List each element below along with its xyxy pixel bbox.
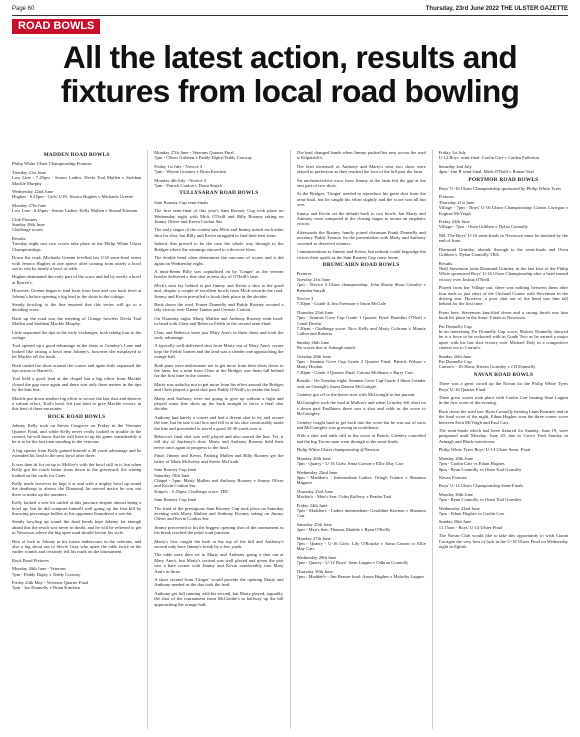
article-paragraph: Monday 4th July - Novice 3 7pm - Patrick Conlon v Daria Smyth bbox=[154, 177, 222, 189]
article-paragraph: The double bend often determines the outcome of scores and it did again on Wednesday night. bbox=[154, 255, 284, 266]
article-paragraph: Thursday 30th June 7pm - Madden's - Jim Bernie-final: Aaron Hughes v Malachy Lappin. bbox=[296, 568, 425, 579]
article-paragraph: Three great scores took place with Caolin Carr beating Sean Lappin in the first score of the evening. bbox=[438, 395, 568, 406]
page-headline: All the latest action, results and fixtures from local road bowling bbox=[60, 39, 520, 109]
article-paragraph: Jimmy proceeded to hit the biggest opening shot of the tournament as his break reached the point road junction. bbox=[154, 524, 284, 536]
section-heading: NAVAN ROAD BOWLS bbox=[473, 371, 534, 378]
article-paragraph: Monday 27th June 7pm - Quarry - U-16 Girls: Lily O'Rourke v Anna Carson or Ellie May Carr bbox=[296, 535, 426, 552]
section-heading: TULLYSARAN ROAD BOWLS bbox=[179, 190, 259, 197]
section-heading: ROCK ROAD BOWLS bbox=[47, 413, 106, 420]
article-paragraph: Anthony got full running with his second, but Marty played, arguably, the shot of the tournament from McCombe's to halfway up the hill approaching the orange ball. bbox=[154, 590, 284, 607]
header-divider bbox=[12, 15, 568, 16]
article-paragraph: Results Tuesday night saw two scores take place in the Philip White Ulster Championships. bbox=[12, 235, 142, 252]
article-paragraph: Toal held a good lead at the chapel but a big effort from Mackle closed the gap once again and there was only three metres in the tips by the butt line. bbox=[12, 376, 142, 393]
article-column-1 bbox=[12, 150, 141, 729]
article-paragraph: Fixtures Thursday 21st June Village - 7pm - Boys' U-16 Ulster Championship: Ciaran Corrigan v Eoghan McVeigh bbox=[438, 194, 568, 216]
article-paragraph: Club Fixtures Sunday 26th June Challenge scores bbox=[12, 216, 45, 233]
article-paragraph: Monday 27th June - Veterans Quarter Final 7pm - Oliver Gribben v Paddy Digby/Teddy Conway bbox=[154, 150, 253, 161]
article-paragraph: Mick's next lay behind to put Jimmy and Kevin a shot to the good and, despite a couple of excellent bowls from Mick towards the road, Jimmy and Kevin prevailed to book their place in the decider. bbox=[154, 282, 284, 299]
article-paragraph: NB. The Boys' U-16 semi-finals in Newtown must be finished by the end of June. bbox=[438, 232, 568, 244]
article-paragraph: Both traded the shots around the corner and again little separated the tips across to Barrett's. bbox=[12, 362, 142, 373]
article-paragraph: Back down the road saw Ryan Connolly beating Liam Kearney and in the final score of the night, Ethan Hughes won the three corner score between Eoin McVeigh and Paul Carr. bbox=[438, 408, 568, 425]
page-number: Page 60 bbox=[12, 6, 35, 12]
article-paragraph: Monday 20th June 7pm - Ryan Connolly vs Oisin Toal Gormley bbox=[438, 491, 522, 503]
article-paragraph: Monday 20th June 7pm - Quarry - U-16 Girls: Anna Carson v Ellie May Carr bbox=[296, 455, 404, 467]
article-paragraph: Indeed, this proved to be the case the whole way through to the Bridges where the winnings showed to a decisive blow. bbox=[154, 241, 284, 252]
article-columns bbox=[12, 150, 568, 729]
column-divider bbox=[290, 150, 291, 729]
article-paragraph: From here, Stevenson knuckled down and a strong finish saw him book his place in the Semi- Finals at Newtown. bbox=[438, 309, 568, 321]
article-paragraph: Rebecca's final shot was well played and also soared the line. Yet, it fell shy of Anthony's shot; Marty and Anthony Rooney held their nerve once again to progress to the final. bbox=[154, 434, 284, 450]
article-paragraph: The lead changed hands when Jimmy pushed his next across the road at Kilpatrick's. bbox=[296, 150, 426, 161]
article-paragraph: Friday 24th May - Veterans Quarter Final 7pm - Joe Donnelly v Brian Kinchen bbox=[12, 580, 89, 591]
article-paragraph: Back down the road, Frazer Donnelly and Paddy Rooney secured a tidy victory over Danny Tanner and Cormac Conlon. bbox=[154, 301, 284, 313]
article-paragraph: A typically well-delivered shot from Marty out of Mary Ann's corner kept the Fields' homes and the lead was a slender one approaching the orange ball. bbox=[154, 343, 284, 360]
article-paragraph: Boys' U-16 Ulster Championship sponsored by Philip White Tyres bbox=[438, 186, 562, 192]
article-paragraph: Anthony had barely a corner and had a decent shot to try and secure the line, but he saw it tail box and fell in at his shot comfortably made the line and proceeded to travel a good 20-30 yards over it. bbox=[154, 414, 284, 431]
article-paragraph: Hughes dominated the early part of the score and led by nearly a bowl at Barrett's. bbox=[12, 274, 142, 285]
article-paragraph: It was then tit for tat up to McKee's with the bowl still in it, but when Kelly got the touch better shots down to the graveyard, the wining looked on the cards for Gran. bbox=[12, 461, 142, 478]
article-paragraph: Mackle put down another big effort to secure the last shot and deserve a valiant effort, Toal's bowl left just hind to give Mackle victory in this best of three encounter. bbox=[12, 395, 142, 412]
publication-date: Thursday, 23rd June 2022 THE ULSTER GAZETTE bbox=[425, 6, 568, 12]
article-paragraph: Monday 20th June 7pm - Caolin Carr vs Ethan Hughes 8pm - Ryan Connolly vs Oisin Toal Gormley bbox=[438, 455, 522, 472]
article-paragraph: Monday 27th June Low Line - 6.45pm - Senior Ladies: Kelly Mullen v Sinead Kiernan bbox=[12, 202, 138, 214]
article-paragraph: Sunday 26th June Pat Donnelly Cup Carron's - 10.30am: Kieran Gormley v J D Donnelly bbox=[438, 353, 536, 370]
page-header bbox=[12, 4, 568, 14]
article-paragraph: A short second from 'Ginger' would provide the opening Marty and Anthony needed as the duo took the lead. bbox=[154, 577, 284, 588]
article-paragraph: However, Greene began to find form from here and was back level at Johnny's before opening a big lead in the shots to the cottage. bbox=[12, 288, 142, 299]
article-paragraph: Chris and Rebecca were just Mary Ann's in three shots and took the early advantage. bbox=[154, 329, 284, 340]
article-paragraph: Final: Jimmy and Kevin, Padraig Mullen and Billy Rooney get the better of Mark McSorley and Stevie McGrath. bbox=[154, 453, 284, 464]
column-divider bbox=[432, 150, 433, 729]
article-paragraph: Both pairs were unfortunate not to get more from their shots down to the farm, but a mini from Chris at the Bridges saw them fall behind for the first time in the contest. bbox=[154, 362, 284, 379]
article-paragraph: Philip White Tyres Boys' U-14 Ulster Semi -Final bbox=[438, 447, 531, 453]
article-paragraph: Tuesday 21st June Low Line - 7.45pm - Senior Ladies: Devla Toal Mullen v Siobhan Mackle Murphy bbox=[12, 169, 142, 186]
article-paragraph: Monday 20th June - Veterans 7pm - Paddy Digby v Teddy Conway bbox=[12, 566, 81, 577]
article-paragraph: Commiserations to Jimmy and Kevin, but nobody could begrudge the victors their spoils as the Sam Rooney Cup came home. bbox=[296, 249, 426, 260]
article-paragraph: Sam Rooney Cup final bbox=[154, 497, 197, 503]
article-paragraph: The semi-finals which had been fixtured for Sunday, June 19, were postponed until Monday, June 20, due to Grove Yard Sunday in Armagh and Black-watertown. bbox=[438, 428, 568, 444]
article-paragraph: Results - On Tuesday night, Seamus Gove Cup Grade 3 Short Grinder took on Oonagh's finest Darren McGonigle. bbox=[296, 378, 426, 389]
article-paragraph: Friday 1st July - Novice 3 7pm - Wayne Greaney v Ryan Kinchen bbox=[154, 163, 227, 175]
article-paragraph: Tuesday 28th June 7pm - Seamus Gove Cup Grade 2 Quarter Final: Patrick Wilson v Marty Hoolan 7.30pm - Grade 3 Quarter Final: Catona McShane v Barry Carr bbox=[296, 353, 426, 375]
article-paragraph: Friday 24th June 7pm - Madden's - Ladies intermediate: Geraldine Kiernan v Shannon Carr bbox=[296, 502, 426, 519]
article-paragraph: Sam Rooney Cup semi-finals bbox=[154, 199, 209, 205]
article-paragraph: Afterwards the Rooney family joined chairman Frank Donnelly and secretary Paddy Treanor for the presentation with Marty and Anthony crowned as deserved winners. bbox=[296, 229, 426, 246]
article-paragraph: Grimley fought hard to get back into the score but he was out of sorts and McGonigley was growing in confidence. bbox=[296, 419, 426, 431]
article-paragraph: On Thursday night, Marty Mullen and Anthony Rooney went head-to-head with Chris and Rebecca Fields in the second semi-final. bbox=[154, 315, 284, 327]
article-paragraph: Philip White Ulster championship @Newton bbox=[296, 447, 379, 453]
article-paragraph: Grimley got off to the better start with McGonigle in hot pursuit. bbox=[296, 392, 416, 398]
article-paragraph: Kelly made however he kept it at and with a mighty bowl up round the deathtrap to almost the Diamond, he moved notice he was not there to make up the numbers. bbox=[12, 480, 142, 497]
article-paragraph: There was a great crowd up the Navan for the Philip White Tyres Boys' U-16 Quarter Final. bbox=[438, 381, 568, 392]
article-paragraph: Friday 1st July U-12 Boys' semi-final: Caolin Carr v Caiden Fullerton. bbox=[438, 150, 541, 161]
article-paragraph: Jimmy and Kevin set the default back to two bowls, but Marty and Anthony were composed in the closing stages to secure an emphatic victory. bbox=[296, 210, 426, 227]
article-paragraph: Rock Road Fixtures bbox=[12, 557, 49, 563]
article-paragraph: Thursday 23rd June Mackin's - Men's Sen: Colm Rafferty v Peadar Toal bbox=[296, 488, 392, 500]
article-paragraph: Pat Donnelly Cup In an interesting Pat Donnelly Cup score, Malcey Donnelly showed he is a force to be reckoned with in Grade Two as he earned a major upset with his last shot victory over Michael Daly in a competitive contest out to Carron's. bbox=[438, 323, 568, 351]
article-paragraph: Wednesday 29th June 7pm - Quarry - U-12 Boys': Sean Lappin v Odhran Connolly bbox=[296, 554, 409, 566]
section-heading: DRUMCAIRN ROAD BOWLS bbox=[322, 261, 400, 268]
article-paragraph: Steady bowling to the line ensured that this series will go to a deciding score. bbox=[12, 301, 142, 313]
article-paragraph: Little separated the tips in the early exchanges, both taking four to the cottage. bbox=[12, 329, 142, 340]
article-paragraph: With a shot and odds still in the score at Bonds, Grimley conceded and the big Trover man went through to the semi-finals. bbox=[296, 433, 426, 444]
article-paragraph: Wednesday 22nd June 7pm - Ethan Hughes vs Caolin Carr bbox=[438, 505, 505, 516]
article-paragraph: Marty and Anthony were not going to give up without a fight and played some fine shots up the back straight to force a final shot decider. bbox=[154, 395, 284, 412]
article-paragraph: Saturday 2nd July 4pm - Jim B semi-final: Mick O'Neill v Ronan Toal bbox=[438, 163, 534, 175]
article-paragraph: Steady bowling up round the final bends kept Johnny far enough ahead that the result was never in doubt, and he will be relieved to get to Newtown where the big open road should favour his style. bbox=[12, 519, 142, 536]
article-paragraph: Sunday 26th June No scores due to Armagh match bbox=[296, 339, 356, 351]
article-paragraph: Wednesday 22nd June 8pm - Madden's - Intermediate Ladies: Orlagh Trainor v Shannon Maguire bbox=[296, 469, 426, 486]
article-paragraph: Navan Fixtures bbox=[438, 474, 467, 480]
article-paragraph: Saturday 25th June 2pm - Men's Sen: Thomas Maddie v Ryan O'Reilly bbox=[296, 521, 391, 533]
section-heading: PORTMOR ROAD BOWLS bbox=[468, 176, 539, 183]
article-paragraph: Boys' U-14 Ulster Championship Semi-Finals bbox=[438, 483, 524, 489]
section-label: ROAD BOWLS bbox=[12, 19, 100, 34]
article-paragraph: Diarmaid Grimley, already through to the semi-finals and Oisin Gribben v. Dylan Connolly TBA. bbox=[438, 246, 568, 258]
article-paragraph: A big opener from Kelly gained himself a 40 yards advantage and he extended his lead to the next bowl after three. bbox=[12, 447, 142, 459]
article-paragraph: Marty's first caught the kerb at the top of the hill and Anthony's second only bore Jimmy's break by a few yards. bbox=[154, 538, 284, 549]
article-paragraph: Wednesday 22nd June Hughes - 6.45pm - Girls' U18: Jessica Hughes v Michaela Greene bbox=[12, 189, 134, 200]
article-paragraph: Results Niall Stevenson joins Diarmaid Grimley in the last four of the Philip White sponsored Boys' U-16 Ulster Championship after a hard earned victory over Joshua O'Neill. bbox=[438, 260, 568, 282]
article-paragraph: A mini-Beam Billy was capitalised on by 'Ginger' as the veteran bowler delivered a fine shot to next sky of O'Neill's lane. bbox=[154, 268, 284, 280]
article-column-2 bbox=[154, 150, 283, 729]
article-paragraph: Friday 24th June Village - 7pm - Oisin Gribben v Dylan Connolly bbox=[438, 219, 529, 230]
article-paragraph: The early stages of the contest saw Mick and Jimmy match each other shot for shot, but Billy and Kevin struggled to find their best form. bbox=[154, 227, 284, 238]
article-paragraph: Back up the road was the meeting of Grange bowlers Devla Toal Mullen and Siobhan Mackle Murphy. bbox=[12, 315, 142, 327]
article-paragraph: The lead increased as Anthony and Marty's next two shots were played to perfection as they reached the foot of the hill past the farm. bbox=[296, 163, 426, 175]
article-paragraph: McGonigley took the lead at Mallon's and when Grimley fell short on a down past Faulkners there was a shot and odds in the score to McGonigley. bbox=[296, 400, 426, 417]
article-column-3 bbox=[297, 150, 426, 729]
column-divider bbox=[147, 150, 148, 729]
article-paragraph: The first semi-final of this year's Sam Rooney Cup took place on Wednesday night with Mick O'Neill and Billy Rooney taking on Jimmy Oliver and Kevin Conlon Snr. bbox=[154, 208, 284, 225]
article-paragraph: Toal opened up a good advantage in the shots to Grimley's Lane and looked like raising a bowl near Johnny's, however she misplayed to let Mackle off the hook. bbox=[12, 343, 142, 360]
article-paragraph: Kelly looked a wee bit rattled at this juncture despite almost being a bowl up, but he did compose himself well going up the first hill by throwing percentage bullets as his opponent floundered a wee bit. bbox=[12, 500, 142, 516]
article-paragraph: An uncharacteristic error from Jimmy at the farm left the gap at the best part of two shots. bbox=[296, 177, 426, 189]
section-heading: MADDEN ROAD BOWLS bbox=[43, 152, 110, 158]
article-paragraph: Thursday 23rd June 7pm - Seamus Gove Cup Grade 1 Quarter Final: Ruaidhri O'Neill v Conal Devlin 7.30pm - Challenge score: Nico Kelly and Marty Coltrane v Marnie Cullen and Roberta bbox=[296, 309, 426, 337]
article-paragraph: Played from the Village out, there was nothing between them after four ends to just short of the Orchard Corner with Stevenson in the driving seat. However, a poor shot out of the bend saw him fall behind for the first time. bbox=[438, 285, 568, 307]
article-paragraph: Novice 3 7.30pm - Grade 4: Jim Freeman v Jason McGale bbox=[296, 295, 386, 307]
article-paragraph: Marty was unlucky not to get more from his effort around the Bridges and Chris played a great shot past Paddy O'Neill's to retake the lead. bbox=[154, 381, 284, 393]
article-column-4 bbox=[439, 150, 568, 729]
article-paragraph: Sunday 26th June 11.15am - Boys' U-14 Ulster Final bbox=[438, 519, 503, 530]
article-paragraph: At the Bridges, 'Ginger' needed to reproduce his great shot from the semi-final, but he caught his effort slightly and the score was all but over. bbox=[296, 191, 426, 208]
article-paragraph: Sam Rooney Cup final Saturday 18th June Chapel - 5pm: Marty Mullen and Anthony Rooney v Jimmy Oliver and Kevin Conlon Snr Knipe's - 5.45pm: Challenge score: TBC bbox=[154, 467, 284, 494]
article-paragraph: Philip White Ulster Championship Fixtures bbox=[12, 161, 92, 167]
article-paragraph: Johnny Kelly took on Stevie Cosgrove on Friday in the Veterans Quarter Final, and while Kelly never really looked in trouble in the contest, he will know that he will have to up his game considerably if he is to be the last man standing in the veterans. bbox=[12, 423, 142, 445]
article-paragraph: The final of the prestigious Sam Rooney Cup took place on Saturday evening with Marty Mullen and Anthony Rooney taking on Jimmy Oliver and Kevin Conlon Snr. bbox=[154, 505, 284, 522]
article-paragraph: The odds were then set to Marty and Anthony going a shot out at Mary Ann's, but Marty's second was well placed and given the pair saw a bare corner with Jimmy and Kevin comfortably into Mary Ann's in three. bbox=[154, 552, 284, 574]
article-paragraph: Down the road, Michaela Greene levelled her U18 semi-final series with Jessica Hughes at one apiece after coming from nearly a bowl out to win by nearly a bowl of odds. bbox=[12, 255, 142, 271]
article-paragraph: Best of luck to Johnny in his future endeavours in the veterans, and also a big shout out to Stevie Gray who upset the odds twice in the earlier rounds and certainly left his mark on the tournament. bbox=[12, 538, 142, 555]
article-paragraph: Fixtures Tuesday 21st June 7pm - Novice 3 Ulster championship: John Shorty Short Grimley v Brendan Smyth bbox=[296, 271, 426, 293]
article-paragraph: The Navan Club would like to take this opportunity to wish Ciaran Corrigan the very best of luck in the U-18 Ulster Final on Wednesday night in Eglish. bbox=[438, 533, 568, 549]
